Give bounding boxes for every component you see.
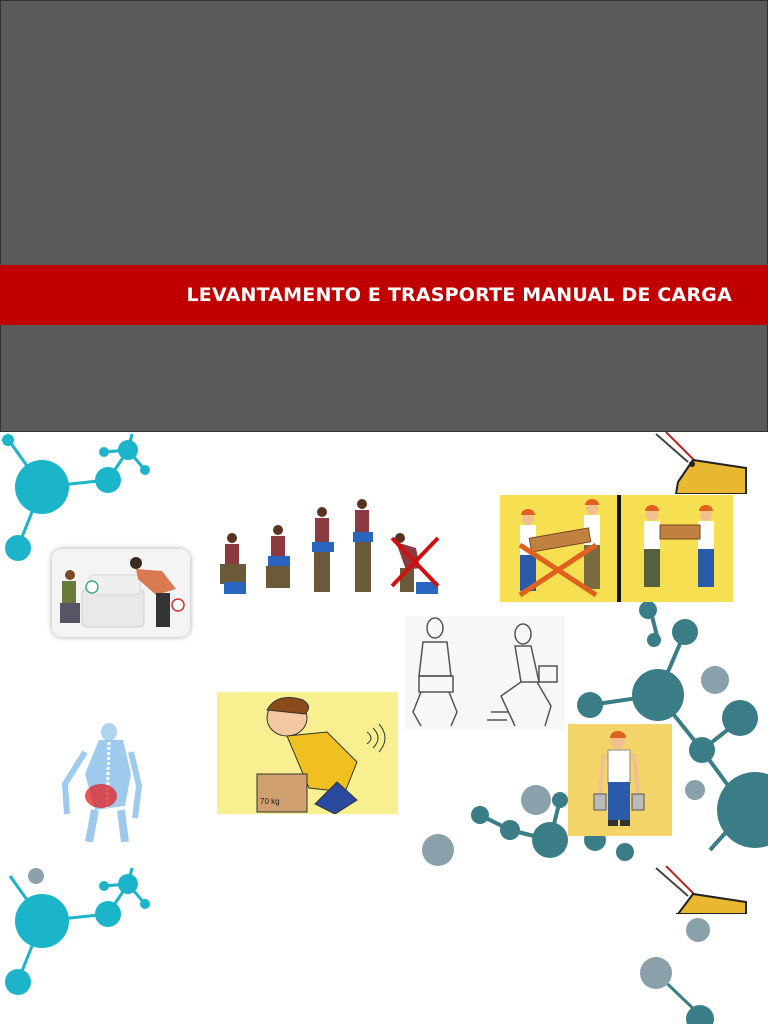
crate-lifting-sequence bbox=[210, 498, 448, 598]
spine-pain-illustration bbox=[55, 722, 143, 842]
worker-carrying-buckets-cartoon bbox=[568, 724, 672, 836]
back-pain-cartoon bbox=[217, 692, 398, 814]
workers-carrying-board-cartoon bbox=[500, 495, 733, 602]
sofa-lifting-photo bbox=[52, 549, 190, 637]
hanging-tag-decoration bbox=[648, 432, 748, 494]
squat-posture-drawing bbox=[405, 616, 565, 730]
molecule-decoration-bottom-left bbox=[0, 866, 160, 1006]
molecule-decoration-bottom-right bbox=[620, 915, 768, 1024]
hanging-tag-decoration-second bbox=[648, 866, 748, 914]
title-banner bbox=[0, 265, 768, 325]
cover-panel bbox=[0, 0, 768, 432]
weight-label: 70 kg bbox=[260, 797, 280, 806]
cover-title: LEVANTAMENTO E TRASPORTE MANUAL DE CARGA bbox=[186, 284, 732, 306]
